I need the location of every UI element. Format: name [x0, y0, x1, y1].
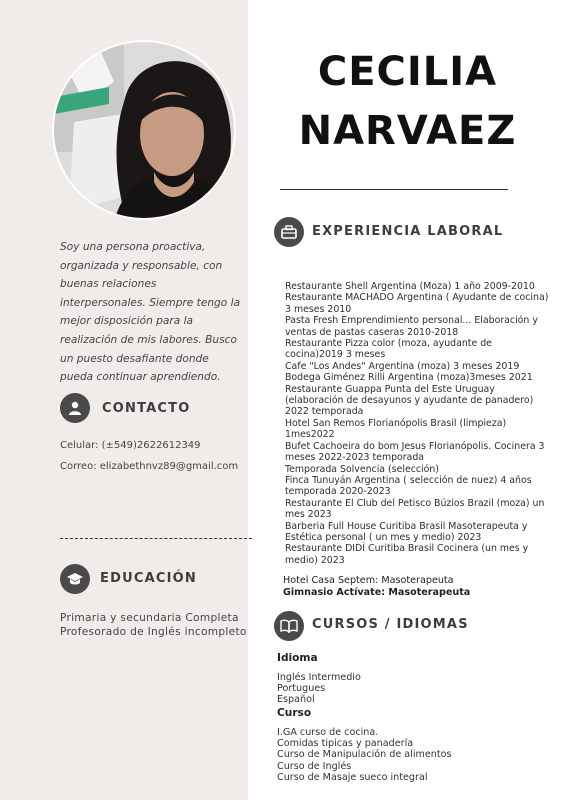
- experience-item: Barberia Full House Curitiba Brasil Masoterapeuta y Estética personal ( un mes y medio) 2023: [285, 520, 528, 543]
- experience-item: Restaurante El Club del Petisco Búzios Brazil (moza) un mes 2023: [285, 497, 545, 521]
- experience-item: Pasta Fresh Emprendimiento personal... Elaboración y ventas de pastas caseras 2010-2018: [285, 315, 538, 338]
- experience-hotel: Hotel Casa Septem: Masoterapeuta: [283, 575, 454, 586]
- course-item: Curso de Inglés: [277, 760, 352, 772]
- course-item: Curso de Manipulación de alimentos: [277, 749, 452, 761]
- experience-gym: Gimnasio Actívate: Masoterapeuta: [283, 586, 471, 598]
- name-underline: [280, 189, 508, 190]
- contact-title: CONTACTO: [102, 401, 191, 416]
- course-item: Curso de Masaje sueco integral: [277, 771, 428, 783]
- divider: [60, 538, 252, 539]
- education-item: Profesorado de Inglés incompleto: [60, 625, 247, 638]
- experience-item: Cafe "Los Andes" Argentina (moza) 3 meses 2019: [285, 360, 520, 372]
- experience-item: Finca Tunuyán Argentina ( selección de nuez) 4 años temporada 2020-2023: [285, 474, 532, 498]
- email-text: Correo: elizabethnvz89@gmail.com: [60, 461, 239, 472]
- experience-extra: [283, 575, 470, 598]
- experience-list: [285, 281, 550, 566]
- courses-list: [277, 727, 451, 783]
- languages-list: [277, 672, 361, 706]
- course-item: Comidas tipicas y panadería: [277, 738, 414, 750]
- phone-text: Celular: (±549)2622612349: [60, 440, 201, 451]
- user-icon: [60, 393, 90, 423]
- book-icon: [274, 611, 304, 641]
- education-item: Primaria y secundaria Completa: [60, 612, 239, 624]
- courses-title: CURSOS / IDIOMAS: [312, 617, 469, 632]
- course-item: I.GA curso de cocina.: [277, 727, 379, 738]
- experience-item: Bufet Cachoeira do bom Jesus Florianópolis. Cocinera 3 meses 2022-2023 temporada: [285, 440, 545, 464]
- profile-photo: [52, 40, 236, 220]
- experience-item: Restaurante Pizza color (moza, ayudante de cocina)2019 3 meses: [285, 338, 492, 361]
- experience-item: Restaurante DIDÍ Curitiba Brasil Cocinera (un mes y medio) 2023: [285, 543, 529, 566]
- language-item: Inglés Intermedio: [277, 672, 361, 683]
- education-title: EDUCACIÓN: [100, 571, 197, 586]
- bio-text: Soy una persona proactiva, organizada y responsable, con buenas relaciones interpersonales. Siempre tengo la mejor disposición para la realización de mis labores. Busco un puesto desafiante donde pueda continuar aprendiendo.: [60, 241, 241, 384]
- experience-item: Temporada Solvencia (selección): [285, 463, 439, 475]
- experience-item: Restaurante MACHADO Argentina ( Ayudante de cocina) 3 meses 2010: [285, 292, 549, 315]
- languages-heading: Idioma: [277, 652, 318, 664]
- experience-item: Bodega Giménez Rilli Argentina (moza)3meses 2021: [285, 372, 533, 384]
- graduation-cap-icon: [60, 564, 90, 594]
- experience-item: Hotel San Remos Florianópolis Brasil (limpieza) 1mes2022: [285, 417, 507, 441]
- experience-title: EXPERIENCIA LABORAL: [312, 224, 504, 239]
- language-item: Español: [277, 694, 315, 706]
- education-list: [60, 612, 250, 639]
- courses-heading: Curso: [277, 707, 312, 719]
- experience-item: Restaurante Guappa Punta del Este Uruguay (elaboración de desayunos y ayudante de panadero) 2022 temporada: [285, 383, 534, 418]
- briefcase-icon: [274, 217, 304, 247]
- experience-item: Restaurante Shell Argentina (Moza) 1 año 2009-2010: [285, 281, 535, 292]
- last-name: NARVAEZ: [298, 108, 517, 154]
- first-name: CECILIA: [317, 49, 498, 95]
- language-item: Portugues: [277, 683, 326, 695]
